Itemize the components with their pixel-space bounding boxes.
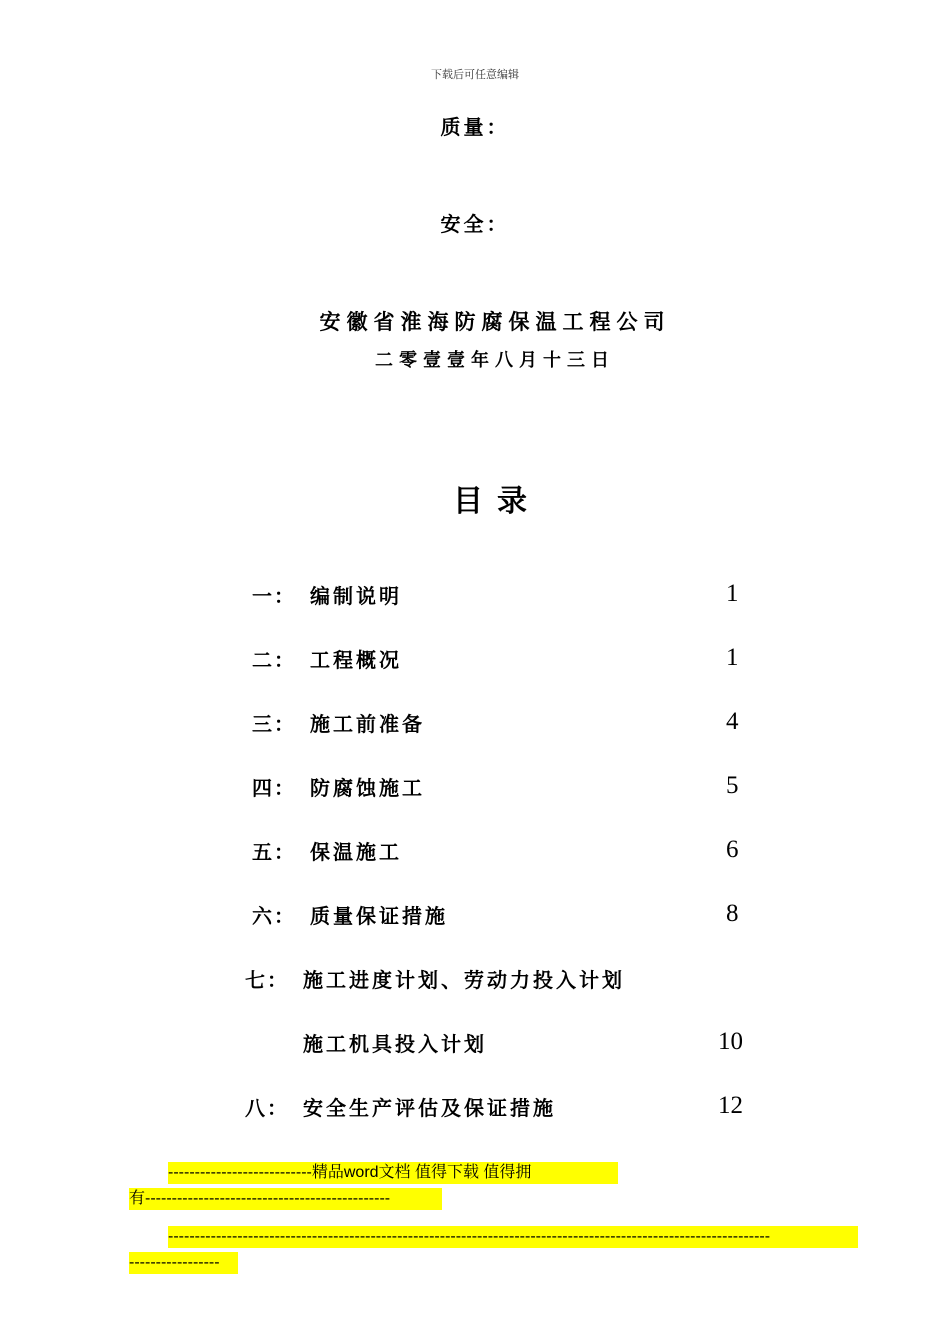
toc-item-number: 四： bbox=[252, 776, 296, 800]
toc-item-page: 1 bbox=[726, 580, 739, 607]
footer-promo-line-1: ---------------------------精品word文档 值得下载 值得拥 bbox=[168, 1162, 618, 1184]
document-date: 二零壹壹年八月十三日 bbox=[375, 350, 615, 371]
toc-item-title: 防腐蚀施工 bbox=[310, 776, 425, 800]
toc-item-number: 六： bbox=[252, 904, 296, 928]
toc-item-page: 8 bbox=[726, 900, 739, 927]
toc-item-number: 五： bbox=[252, 840, 296, 864]
toc-title: 目录 bbox=[453, 484, 541, 519]
toc-item-page: 6 bbox=[726, 836, 739, 863]
toc-item-title: 编制说明 bbox=[310, 584, 402, 608]
toc-item-number: 七： bbox=[245, 968, 289, 992]
toc-item[interactable] bbox=[0, 1092, 950, 1126]
quality-field-label: 质量： bbox=[440, 115, 510, 139]
footer-promo-line-2: 有---------------------------------------------- bbox=[129, 1188, 442, 1210]
toc-item[interactable] bbox=[0, 900, 950, 934]
toc-item[interactable] bbox=[0, 580, 950, 614]
toc-item[interactable] bbox=[0, 644, 950, 678]
footer-separator-line-1: ----------------------------------------------------------------------------------------------------------------- bbox=[168, 1226, 858, 1248]
toc-item-page: 1 bbox=[726, 644, 739, 671]
toc-item-title: 施工机具投入计划 bbox=[303, 1032, 487, 1056]
toc-item-title: 保温施工 bbox=[310, 840, 402, 864]
toc-item-page: 10 bbox=[718, 1028, 743, 1055]
toc-item-title: 质量保证措施 bbox=[310, 904, 448, 928]
toc-item[interactable] bbox=[0, 964, 950, 998]
toc-item-title: 施工进度计划、劳动力投入计划 bbox=[303, 968, 625, 992]
toc-item[interactable] bbox=[0, 1028, 950, 1062]
toc-item-number: 二： bbox=[252, 648, 296, 672]
toc-item-title: 施工前准备 bbox=[310, 712, 425, 736]
toc-item-number: 八： bbox=[245, 1096, 289, 1120]
toc-item-title: 安全生产评估及保证措施 bbox=[303, 1096, 556, 1120]
header-note: 下载后可任意编辑 bbox=[431, 68, 519, 81]
toc-item-page: 5 bbox=[726, 772, 739, 799]
toc-item[interactable] bbox=[0, 836, 950, 870]
toc-item-page: 12 bbox=[718, 1092, 743, 1119]
safety-field-label: 安全： bbox=[440, 212, 510, 236]
footer-separator-line-2: ----------------- bbox=[129, 1252, 238, 1274]
toc-item-number: 一： bbox=[252, 584, 296, 608]
toc-item-number: 三： bbox=[252, 712, 296, 736]
toc-item[interactable] bbox=[0, 772, 950, 806]
toc-item[interactable] bbox=[0, 708, 950, 742]
toc-item-title: 工程概况 bbox=[310, 648, 402, 672]
company-name: 安徽省淮海防腐保温工程公司 bbox=[319, 310, 671, 334]
toc-item-page: 4 bbox=[726, 708, 739, 735]
